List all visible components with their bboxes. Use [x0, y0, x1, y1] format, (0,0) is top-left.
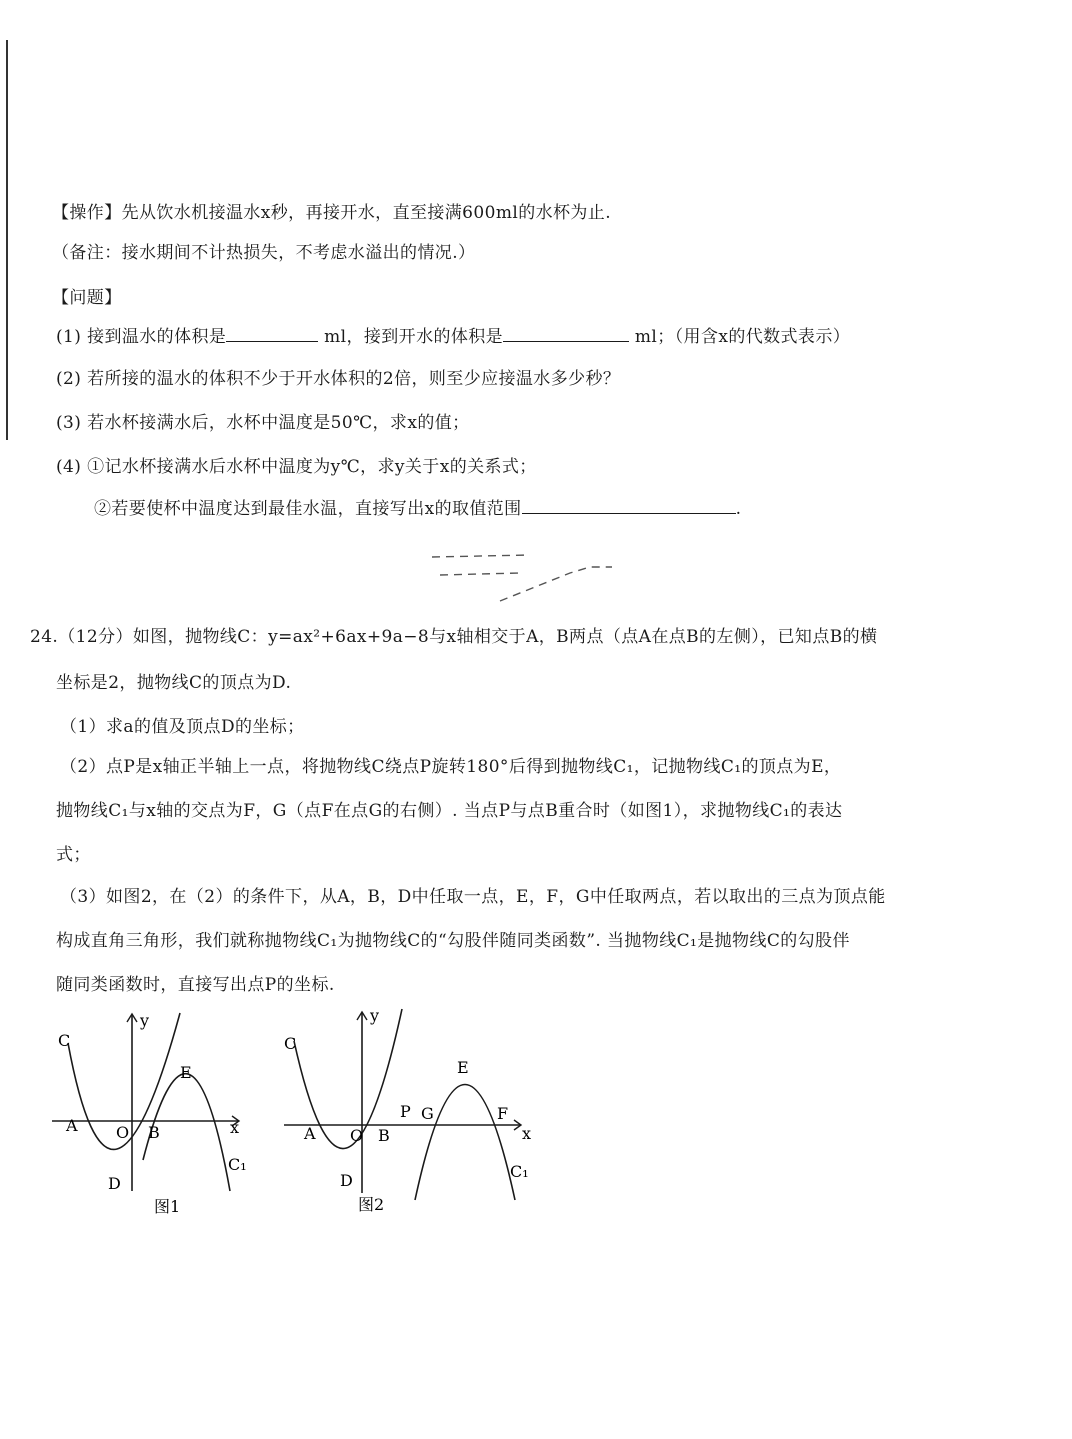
label-x: x — [230, 1118, 240, 1137]
q1-text-c: ml；（用含x的代数式表示） — [634, 327, 851, 347]
question-1 — [56, 322, 850, 347]
q24-part-2-line-3: 式； — [56, 845, 91, 865]
label-f: F — [497, 1104, 509, 1123]
q24-part-3-line-3: 随同类函数时，直接写出点P的坐标. — [56, 975, 335, 995]
label-a: A — [304, 1124, 316, 1143]
q24-part-3-line-2: 构成直角三角形，我们就称抛物线C₁为抛物线C的“勾股伴随同类函数”. 当抛物线C₁是抛物线C的勾股伴 — [56, 931, 850, 951]
problem-heading: 【问题】 — [52, 288, 122, 308]
label-c1: C₁ — [228, 1155, 247, 1174]
label-o: O — [116, 1123, 130, 1142]
answer-blank — [522, 497, 736, 514]
question-4-part-1: (4) ①记水杯接满水后水杯中温度为y℃，求y关于x的关系式； — [56, 457, 537, 477]
figure-2 — [272, 1005, 542, 1220]
answer-blank — [503, 325, 629, 342]
question-3: (3) 若水杯接满水后，水杯中温度是50℃，求x的值； — [56, 413, 470, 433]
label-o: O — [350, 1126, 364, 1145]
q24-part-3-line-1: （3）如图2，在（2）的条件下，从A，B，D中任取一点，E，F，G中任取两点，若以取出的三点为顶点能 — [60, 887, 886, 907]
label-b: B — [378, 1126, 390, 1145]
label-e: E — [457, 1058, 469, 1077]
label-d: D — [108, 1174, 121, 1193]
label-c1: C₁ — [510, 1162, 529, 1181]
question-4-part-2 — [94, 494, 741, 519]
parabola-c1 — [415, 1085, 515, 1201]
label-d: D — [340, 1171, 353, 1190]
label-y: y — [370, 1006, 380, 1025]
margin-rule — [6, 40, 8, 440]
figure-1-caption: 图1 — [154, 1197, 181, 1216]
q1-text-a: (1) 接到温水的体积是 — [56, 327, 227, 347]
q24-part-1: （1）求a的值及顶点D的坐标； — [60, 717, 305, 737]
q24-line-1: 24.（12分）如图，抛物线C：y=ax²+6ax+9a−8与x轴相交于A，B两点（点A在点B的左侧），已知点B的横 — [30, 627, 878, 647]
q4-2-end: . — [735, 499, 742, 519]
label-p: P — [400, 1102, 411, 1121]
figure-1 — [40, 1005, 260, 1220]
q4-2-text: ②若要使杯中温度达到最佳水温，直接写出x的取值范围 — [94, 499, 522, 519]
figure-2-caption: 图2 — [358, 1195, 385, 1214]
label-c: C — [58, 1031, 71, 1050]
label-g: G — [421, 1104, 434, 1123]
operation-line: 【操作】先从饮水机接温水x秒，再接开水，直至接满600ml的水杯为止. — [52, 203, 611, 223]
q1-text-b: ml，接到开水的体积是 — [324, 327, 504, 347]
label-a: A — [66, 1116, 78, 1135]
bleed-through-marks — [420, 545, 620, 615]
q24-part-2-line-1: （2）点P是x轴正半轴上一点，将抛物线C绕点P旋转180°后得到抛物线C₁，记抛物线C₁的顶点为E， — [60, 757, 842, 777]
label-c: C — [284, 1034, 297, 1053]
question-2: (2) 若所接的温水的体积不少于开水体积的2倍，则至少应接温水多少秒？ — [56, 369, 621, 389]
q24-part-2-line-2: 抛物线C₁与x轴的交点为F，G（点F在点G的右侧）. 当点P与点B重合时（如图1），求抛物线C₁的表达 — [56, 801, 843, 821]
note-line: （备注：接水期间不计热损失，不考虑水溢出的情况.） — [52, 243, 476, 263]
answer-blank — [226, 325, 318, 342]
q24-line-2: 坐标是2，抛物线C的顶点为D. — [56, 673, 292, 693]
label-b: B — [148, 1123, 160, 1142]
label-e: E — [180, 1063, 192, 1082]
label-y: y — [140, 1011, 150, 1030]
label-x: x — [522, 1124, 532, 1143]
